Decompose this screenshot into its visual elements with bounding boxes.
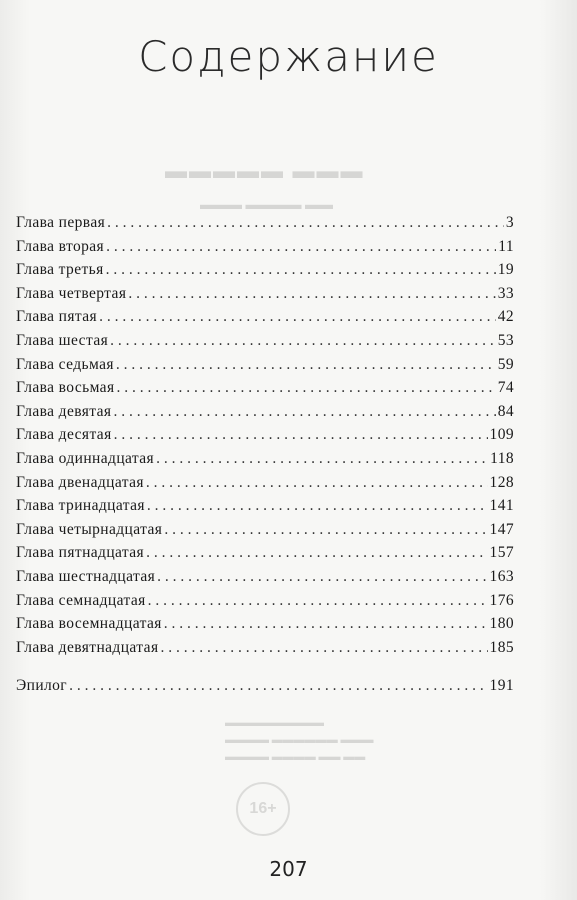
toc-page-number: 157 xyxy=(489,544,514,562)
dot-leader xyxy=(128,285,495,303)
dot-leader xyxy=(156,450,488,468)
dot-leader xyxy=(69,677,487,695)
dot-leader xyxy=(146,544,487,562)
page-title: Содержание xyxy=(138,32,439,81)
toc-page-number: 59 xyxy=(497,355,514,373)
toc-page-number: 141 xyxy=(489,497,514,515)
toc-label: Глава третья xyxy=(16,261,104,279)
toc-row[interactable] xyxy=(16,677,514,701)
toc-label: Глава пятая xyxy=(16,308,98,326)
toc-label: Глава четырнадцатая xyxy=(16,520,163,538)
dot-leader xyxy=(164,521,487,539)
toc-label: Глава девятнадцатая xyxy=(16,638,159,656)
toc-label: Глава десятая xyxy=(16,426,112,444)
toc-page-number: 118 xyxy=(490,449,514,467)
toc-row[interactable] xyxy=(16,615,514,639)
toc-row[interactable] xyxy=(16,568,514,592)
toc-page-number: 180 xyxy=(489,615,514,633)
toc-page-number: 185 xyxy=(489,638,514,656)
toc-row[interactable] xyxy=(16,426,514,450)
toc-label: Глава семнадцатая xyxy=(16,591,146,609)
toc-row[interactable] xyxy=(16,450,514,474)
dot-leader xyxy=(106,238,496,256)
dot-leader xyxy=(114,426,488,444)
toc-label: Глава четвертая xyxy=(16,284,127,302)
toc-row[interactable] xyxy=(16,214,514,238)
toc-page-number: 42 xyxy=(497,308,514,326)
toc-row[interactable] xyxy=(16,639,514,663)
toc-label: Глава пятнадцатая xyxy=(16,544,145,562)
dot-leader xyxy=(107,214,504,232)
dot-leader xyxy=(146,474,488,492)
toc-label: Глава седьмая xyxy=(16,355,114,373)
toc-page-number: 128 xyxy=(489,473,514,491)
toc-label: Глава восьмая xyxy=(16,379,115,397)
age-rating-badge: 16+ xyxy=(236,782,290,836)
toc-label: Глава шестнадцатая xyxy=(16,567,156,585)
toc-page-number: 11 xyxy=(498,237,514,255)
bleed-through-imprint: ▬▬▬▬▬▬▬▬▬ ▬▬▬▬ ▬▬▬▬▬▬ ▬▬▬ ▬▬▬▬ ▬▬▬▬ ▬▬ ▬▬ xyxy=(225,717,374,763)
toc-row[interactable] xyxy=(16,308,514,332)
dot-leader xyxy=(110,332,496,350)
toc-page-number: 84 xyxy=(497,402,514,420)
toc-row[interactable] xyxy=(16,592,514,616)
dot-leader xyxy=(116,356,496,374)
toc-row[interactable] xyxy=(16,261,514,285)
dot-leader xyxy=(147,497,488,515)
toc-page-number: 191 xyxy=(489,677,514,694)
toc-page-number: 19 xyxy=(497,261,514,279)
toc-page-number: 176 xyxy=(489,591,514,609)
toc-label: Эпилог xyxy=(16,677,68,694)
toc-page-number: 109 xyxy=(489,426,514,444)
toc-label: Глава восемнадцатая xyxy=(16,615,162,633)
dot-leader xyxy=(157,568,487,586)
toc-label: Глава одиннадцатая xyxy=(16,449,155,467)
toc-row[interactable] xyxy=(16,544,514,568)
toc-label: Глава вторая xyxy=(16,237,105,255)
toc-page-number: 33 xyxy=(497,284,514,302)
toc-label: Глава шестая xyxy=(16,331,109,349)
toc-page-number: 74 xyxy=(497,379,514,397)
toc-page-number: 53 xyxy=(497,331,514,349)
dot-leader xyxy=(160,639,487,657)
toc-row[interactable] xyxy=(16,285,514,309)
epilog-entry xyxy=(16,677,514,701)
toc-page-number: 3 xyxy=(505,214,514,231)
toc-row[interactable] xyxy=(16,356,514,380)
table-of-contents xyxy=(16,214,514,662)
toc-label: Глава девятая xyxy=(16,402,112,420)
toc-label: Глава двенадцатая xyxy=(16,473,144,491)
toc-row[interactable] xyxy=(16,474,514,498)
page-number: 207 xyxy=(269,857,308,881)
toc-label: Глава тринадцатая xyxy=(16,497,145,515)
dot-leader xyxy=(164,615,488,633)
toc-row[interactable] xyxy=(16,497,514,521)
toc-row[interactable] xyxy=(16,238,514,262)
toc-page-number: 147 xyxy=(489,520,514,538)
toc-page-number: 163 xyxy=(489,567,514,585)
bleed-through-heading: ▬▬▬▬▬ ▬▬▬ xyxy=(165,158,365,183)
toc-row[interactable] xyxy=(16,521,514,545)
dot-leader xyxy=(106,261,496,279)
toc-row[interactable] xyxy=(16,379,514,403)
toc-label: Глава первая xyxy=(16,214,106,231)
toc-row[interactable] xyxy=(16,332,514,356)
bleed-through-subheading: ▬▬▬ ▬▬▬▬ ▬▬ xyxy=(200,198,333,213)
dot-leader xyxy=(99,308,496,326)
toc-row[interactable] xyxy=(16,403,514,427)
dot-leader xyxy=(113,403,495,421)
dot-leader xyxy=(117,379,496,397)
dot-leader xyxy=(148,592,488,610)
